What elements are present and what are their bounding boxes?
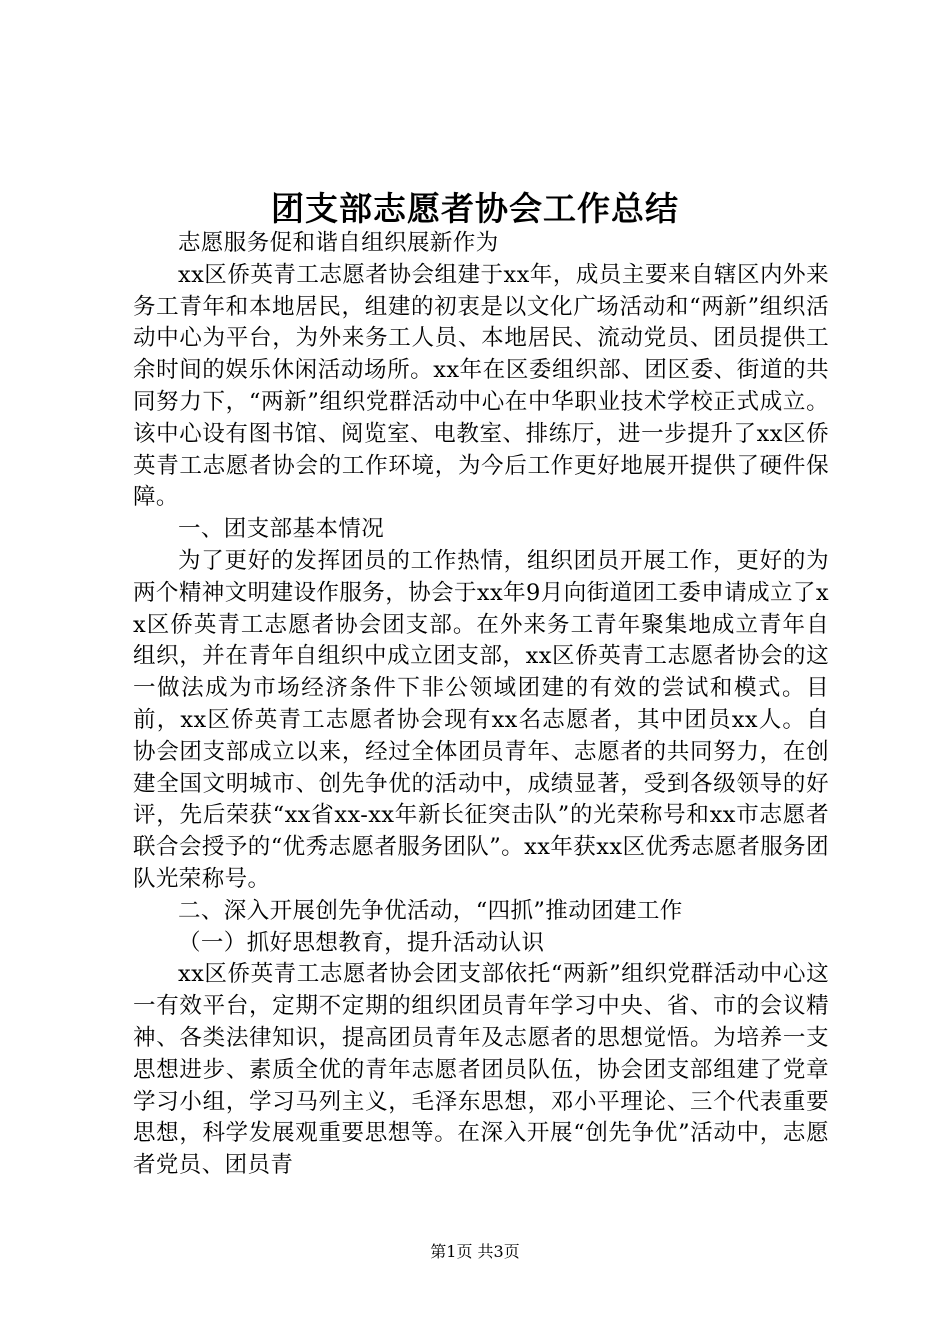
document-body [133, 228, 829, 1182]
page-number-footer: 第1页 共3页 [430, 1242, 520, 1261]
section2-sub1-heading: （一）抓好思想教育，提升活动认识 [178, 929, 545, 956]
document-subtitle: 志愿服务促和谐自组织展新作为 [178, 230, 499, 256]
section1-heading: 一、团支部基本情况 [178, 516, 385, 543]
section2-sub1-paragraph: xx区侨英青工志愿者协会团支部依托“两新”组织党群活动中心这一有效平台，定期不定期的组织团员青年学习中央、省、市的会议精神、各类法律知识，提高团员青年及志愿者的思想觉悟。为培养一支思想进步、素质全优的青年志愿者团员队伍，协会团支部组建了党章学习小组，学习马列主义，毛泽东思想，邓小平理论、三个代表重要思想，科学发展观重要思想等。在深入开展“创先争优”活动中，志愿者党员、团员青 [133, 961, 829, 1179]
section1-paragraph: 为了更好的发挥团员的工作热情，组织团员开展工作，更好的为两个精神文明建设作服务，协会于xx年9月向街道团工委申请成立了xx区侨英青工志愿者协会团支部。在外来务工青年聚集地成立青年自组织，并在青年自组织中成立团支部，xx区侨英青工志愿者协会的这一做法成为市场经济条件下非公领域团建的有效的尝试和模式。目前，xx区侨英青工志愿者协会现有xx名志愿者，其中团员xx人。自协会团支部成立以来，经过全体团员青年、志愿者的共同努力，在创建全国文明城市、创先争优的活动中，成绩显著，受到各级领导的好评，先后荣获“xx省xx-xx年新长征突击队”的光荣称号和xx市志愿者联合会授予的“优秀志愿者服务团队”。xx年获xx区优秀志愿者服务团队光荣称号。 [133, 547, 829, 892]
document-title: 团支部志愿者协会工作总结 [271, 189, 679, 228]
intro-paragraph: xx区侨英青工志愿者协会组建于xx年，成员主要来自辖区内外来务工青年和本地居民，组建的初衷是以文化广场活动和“两新”组织活动中心为平台，为外来务工人员、本地居民、流动党员、团员提供工余时间的娱乐休闲活动场所。xx年在区委组织部、团区委、街道的共同努力下，“两新”组织党群活动中心在中华职业技术学校正式成立。该中心设有图书馆、阅览室、电教室、排练厅，进一步提升了xx区侨英青工志愿者协会的工作环境，为今后工作更好地展开提供了硬件保障。 [133, 261, 829, 511]
section2-heading: 二、深入开展创先争优活动，“四抓”推动团建工作 [178, 897, 683, 924]
